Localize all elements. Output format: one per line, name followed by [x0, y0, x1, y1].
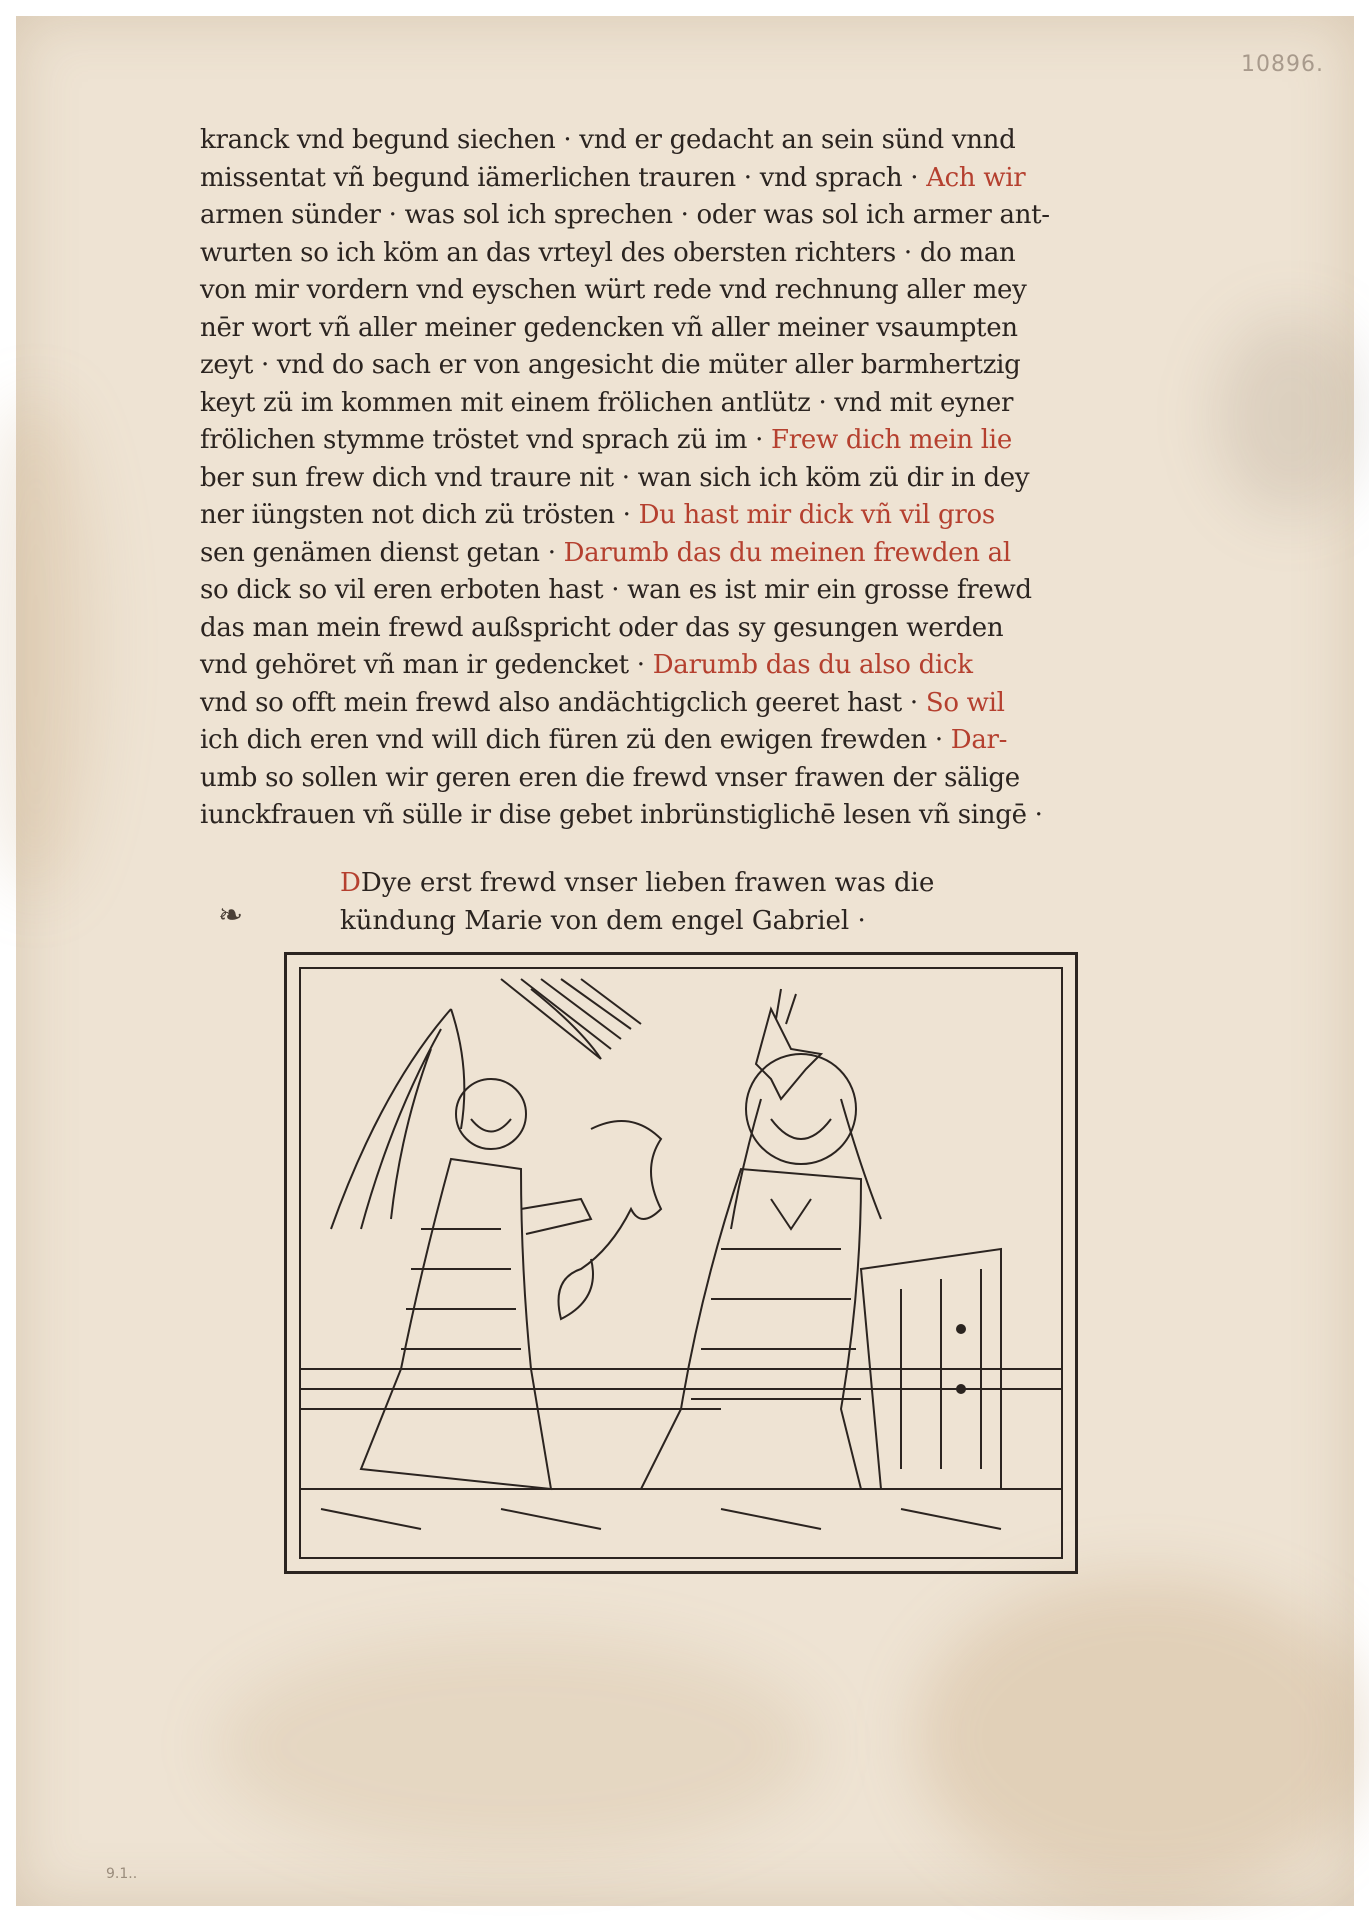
text-line: missentat vñ begund iämerlichen trauren · vnd sprach · Ach wir [200, 162, 1026, 193]
text-line: so dick so vil eren erboten hast · wan es ist mir ein grosse frewd [200, 575, 1032, 605]
woodcut-illustration [301, 969, 1061, 1557]
woodcut-heading [340, 864, 1100, 940]
text-line: ner iüngsten not dich zü trösten · Du hast mir dick vñ vil gros [200, 500, 995, 530]
text-line: nēr wort vñ aller meiner gedencken vñ aller meiner vsaumpten [200, 312, 1018, 343]
rubric-text: Ach wir [926, 162, 1026, 193]
shelfmark: 10896. [1241, 52, 1324, 77]
text-line: vnd so offt mein frewd also andächtigclich geeret hast · So wil [200, 687, 1005, 718]
text-line: wurten so ich köm an das vrteyl des obersten richters · do man [200, 237, 1016, 268]
text-line: keyt zü im kommen mit einem frölichen antlütz · vnd mit eyner [200, 387, 1014, 418]
text-line: kranck vnd begund siechen · vnd er gedacht an sein sünd vnnd [200, 125, 1016, 155]
text-line: das man mein frewd außspricht oder das sy gesungen werden [200, 612, 1004, 643]
text-line: iunckfrauen vñ sülle ir dise gebet inbrünstiglichē lesen vñ singē · [200, 800, 1043, 830]
paragraph-mark-icon: ❧ [218, 898, 244, 933]
heading-line: DDye erst frewd vnser lieben frawen was die [340, 868, 935, 898]
text-line: von mir vordern vnd eyschen würt rede vnd rechnung aller mey [200, 275, 1027, 305]
rubric-text: So wil [925, 687, 1005, 718]
text-line: ich dich eren vnd will dich füren zü den ewigen frewden · Dar- [200, 725, 1008, 755]
rubric-text: Frew dich mein lie [771, 425, 1012, 455]
text-line: zeyt · vnd do sach er von angesicht die müter aller barmhertzig [200, 350, 1021, 380]
rubric-text: Darumb das du also dick [652, 650, 973, 680]
text-line: vnd gehöret vñ man ir gedencket · Darumb das du also dick [200, 650, 973, 680]
heading-line: kündung Marie von dem engel Gabriel · [340, 906, 866, 936]
rubric-text: Du hast mir dick vñ vil gros [638, 500, 995, 530]
rubric-text: Dar- [950, 725, 1008, 755]
text-line: frölichen stymme tröstet vnd sprach zü im · Frew dich mein lie [200, 425, 1012, 455]
text-line: armen sünder · was sol ich sprechen · oder was sol ich armer ant- [200, 200, 1050, 230]
body-text [200, 122, 1120, 835]
woodcut-inner-border [299, 967, 1063, 1559]
text-line: umb so sollen wir geren eren die frewd vnser frawen der sälige [200, 762, 1020, 793]
text-line: ber sun frew dich vnd traure nit · wan sich ich köm zü dir in dey [200, 462, 1030, 493]
pencil-note: 9.1.. [106, 1866, 138, 1882]
text-line: sen genämen dienst getan · Darumb das du meinen frewden al [200, 537, 1011, 568]
annunciation-woodcut [284, 952, 1078, 1574]
rubric-text: Darumb das du meinen frewden al [563, 537, 1011, 568]
